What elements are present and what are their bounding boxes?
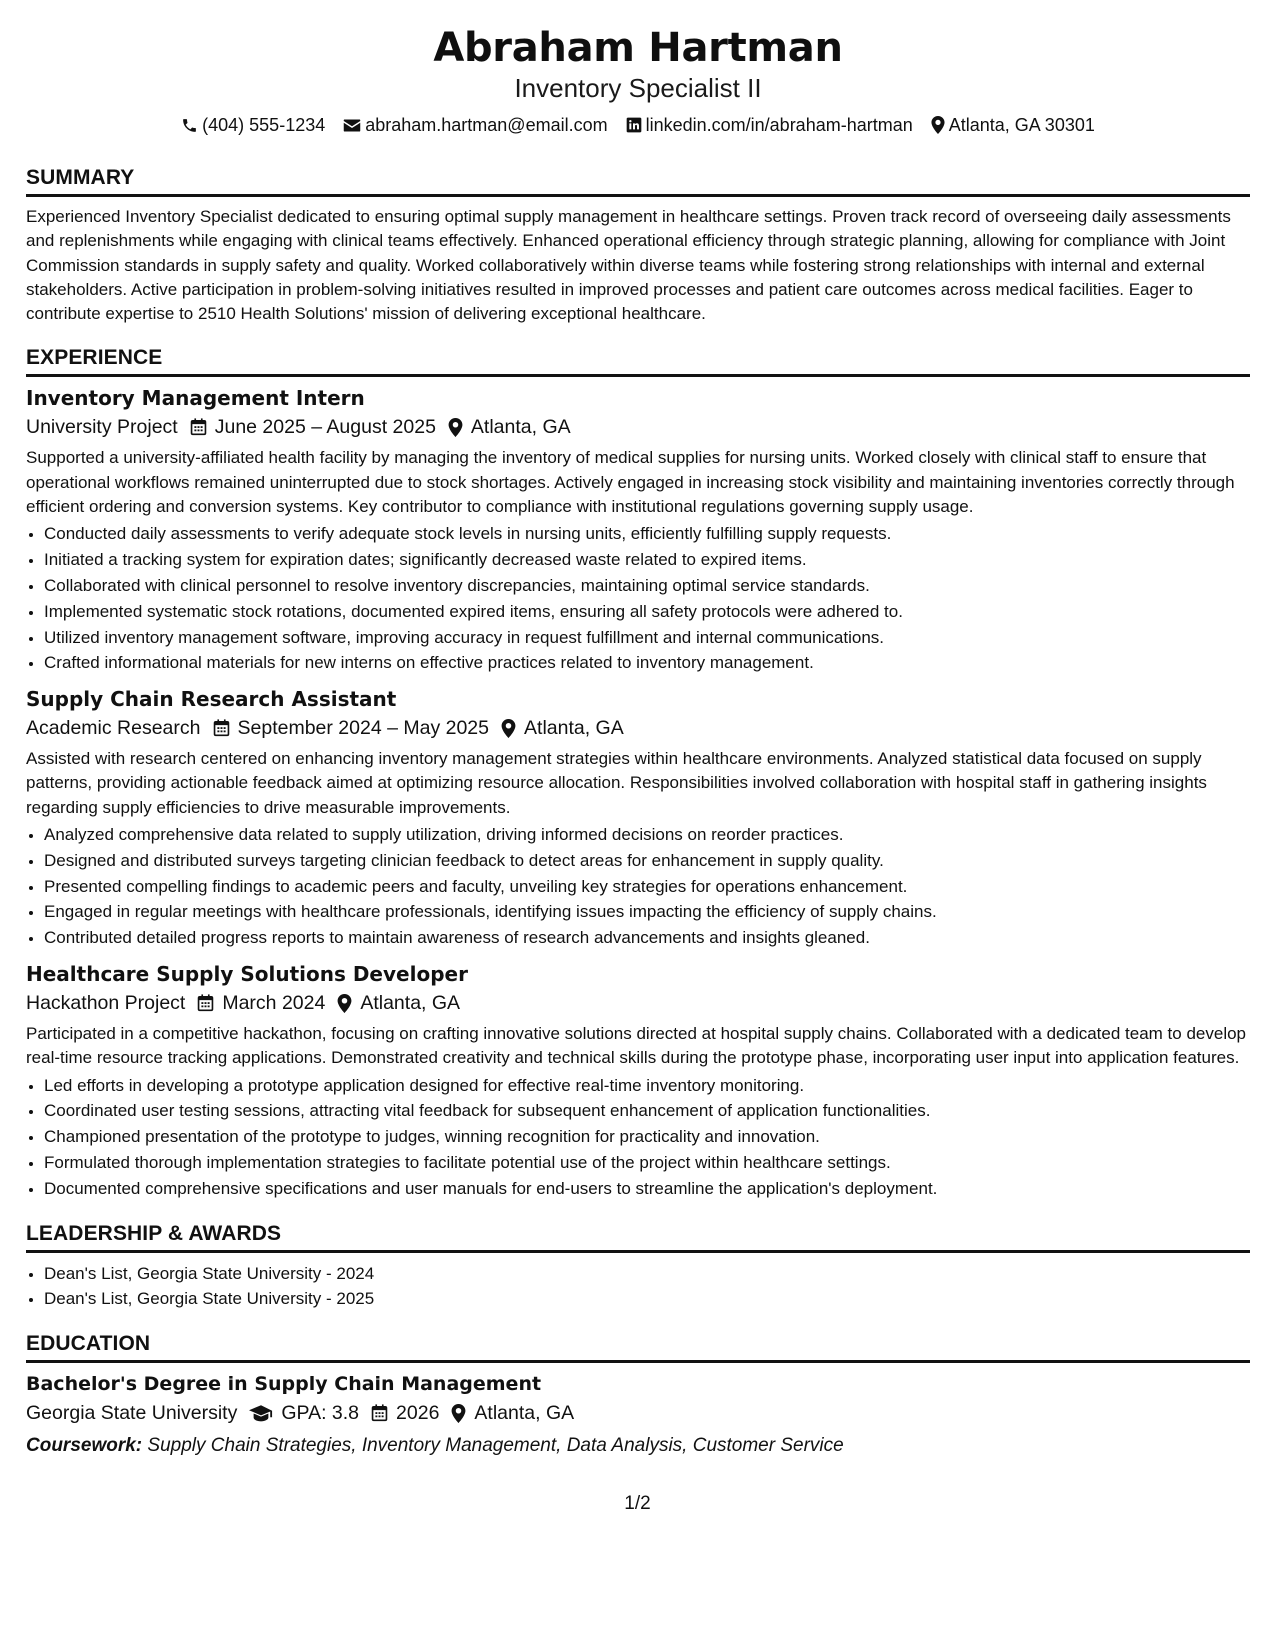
job-meta	[26, 412, 1250, 442]
map-pin-icon	[448, 418, 463, 437]
graduation-year: 2026	[396, 1402, 440, 1425]
job-bullets	[26, 1073, 1250, 1202]
bullet-item: • Documented comprehensive specifications and user manuals for end-users to streamline the application's deployment.	[44, 1176, 1250, 1202]
school-location: Atlanta, GA	[474, 1402, 575, 1425]
experience-list	[26, 385, 1250, 1201]
job-meta	[26, 713, 1250, 743]
bullet-item: • Analyzed comprehensive data related to supply utilization, driving informed decisions on reorder practices.	[44, 822, 1250, 848]
summary-section	[26, 164, 1250, 326]
summary-text: Experienced Inventory Specialist dedicated to ensuring optimal supply management in healthcare settings. Proven track record of overseeing daily assessments and replenishments while engaging with clinical teams effectively. Enhanced operational efficiency through strategic planning, allowing for compliance with Joint Commission standards in supply safety and quality. Worked collaboratively within diverse teams while fostering strong relationships with internal and external stakeholders. Active participation in problem-solving initiatives resulted in improved processes and patient care outcomes across medical facilities. Eager to contribute expertise to 2510 Health Solutions' mission of delivering exceptional healthcare.	[26, 207, 1231, 324]
job-description: Participated in a competitive hackathon, focusing on crafting innovative solutions directed at hospital supply chains. Collaborated with a dedicated team to develop real-time resource tracking applications. Demonstrated creativity and technical skills during the prototype phase, incorporating user input into application features.	[26, 1024, 1247, 1068]
gpa-text: GPA: 3.8	[281, 1402, 360, 1425]
section-divider	[26, 374, 1250, 377]
candidate-name: Abraham Hartman	[433, 25, 843, 71]
contact-bar	[26, 112, 1250, 138]
leadership-section	[26, 1220, 1250, 1313]
school-name: Georgia State University	[26, 1402, 238, 1425]
calendar-icon	[371, 1404, 388, 1422]
bullet-item: • Conducted daily assessments to verify adequate stock levels in nursing units, efficiently fulfilling supply requests.	[44, 521, 1250, 547]
location-text: Atlanta, GA 30301	[948, 115, 1095, 135]
page-number: 1/2	[624, 1493, 651, 1514]
candidate-title: Inventory Specialist II	[514, 73, 762, 103]
job-description: Supported a university-affiliated health facility by managing the inventory of medical supplies for nursing units. Worked closely with clinical staff to ensure that operational workflows remained uninterrupted due to stock shortages. Actively engaged in increasing stock visibility and maintaining inventories correctly through efficient ordering and conversion systems. Key contributor to compliance with institutional regulations governing supply usage.	[26, 448, 1235, 517]
award-item: • Dean's List, Georgia State University - 2025	[44, 1286, 1250, 1312]
contact-phone	[181, 112, 325, 138]
bullet-item: • Formulated thorough implementation strategies to facilitate potential use of the project within healthcare settings.	[44, 1150, 1250, 1176]
job-title: Supply Chain Research Assistant	[26, 687, 397, 712]
section-divider	[26, 1250, 1250, 1253]
bullet-item: • Presented compelling findings to academic peers and faculty, unveiling key strategies for operations enhancement.	[44, 874, 1250, 900]
award-item: • Dean's List, Georgia State University - 2024	[44, 1261, 1250, 1287]
education-meta	[26, 1398, 1250, 1428]
experience-entry	[26, 961, 1250, 1202]
section-divider	[26, 1360, 1250, 1363]
experience-entry	[26, 686, 1250, 951]
coursework-text: Supply Chain Strategies, Inventory Management, Data Analysis, Customer Service	[147, 1435, 844, 1457]
education-section	[26, 1330, 1250, 1460]
job-dates: June 2025 – August 2025	[214, 416, 436, 439]
education-heading: EDUCATION	[26, 1332, 151, 1356]
map-pin-icon	[337, 994, 352, 1013]
summary-heading: SUMMARY	[26, 166, 135, 189]
bullet-item: • Implemented systematic stock rotations, documented expired items, ensuring all safety protocols were adhered to.	[44, 599, 1250, 625]
job-location: Atlanta, GA	[524, 717, 624, 740]
degree-title: Bachelor's Degree in Supply Chain Management	[26, 1373, 542, 1396]
job-title: Inventory Management Intern	[26, 386, 365, 411]
job-org: Academic Research	[26, 717, 201, 740]
coursework-label: Coursework:	[26, 1435, 143, 1457]
bullet-item: • Initiated a tracking system for expiration dates; significantly decreased waste related to expired items.	[44, 547, 1250, 573]
bullet-item: • Utilized inventory management software, improving accuracy in request fulfillment and internal communications.	[44, 625, 1250, 651]
bullet-item: • Coordinated user testing sessions, attracting vital feedback for subsequent enhancement of application functionalities.	[44, 1098, 1250, 1124]
graduation-cap-icon	[249, 1405, 273, 1422]
job-dates: March 2024	[222, 992, 326, 1015]
contact-location	[931, 112, 1095, 138]
linkedin-text[interactable]: linkedin.com/in/abraham-hartman	[645, 115, 913, 135]
bullet-item: • Championed presentation of the prototype to judges, winning recognition for practicality and innovation.	[44, 1124, 1250, 1150]
job-location: Atlanta, GA	[470, 416, 571, 439]
map-pin-icon	[451, 1404, 466, 1423]
phone-text: (404) 555-1234	[202, 115, 326, 135]
job-bullets	[26, 521, 1250, 676]
bullet-item: • Engaged in regular meetings with healthcare professionals, identifying issues impacting the efficiency of supply chains.	[44, 899, 1250, 925]
job-location: Atlanta, GA	[360, 992, 461, 1015]
job-description: Assisted with research centered on enhancing inventory management strategies within healthcare environments. Analyzed statistical data focused on supply patterns, providing actionable feedback aimed at optimizing resource allocation. Responsibilities involved collaboration with hospital staff in gathering insights regarding supply efficiencies to drive measurable improvements.	[26, 749, 1207, 817]
bullet-item: • Led efforts in developing a prototype application designed for effective real-time inventory monitoring.	[44, 1073, 1250, 1099]
awards-list	[26, 1261, 1250, 1313]
calendar-icon	[190, 418, 207, 436]
bullet-item: • Collaborated with clinical personnel to resolve inventory discrepancies, maintaining optimal service standards.	[44, 573, 1250, 599]
bullet-item: • Crafted informational materials for new interns on effective practices related to inventory management.	[44, 650, 1250, 676]
map-pin-icon	[501, 719, 516, 738]
map-pin-icon	[931, 116, 945, 134]
calendar-icon	[213, 719, 230, 737]
bullet-item: • Designed and distributed surveys targeting clinician feedback to detect areas for enhancement in supply quality.	[44, 848, 1250, 874]
experience-entry	[26, 385, 1250, 676]
job-org: Hackathon Project	[26, 992, 186, 1015]
bullet-item: • Contributed detailed progress reports to maintain awareness of research advancements and insights gleaned.	[44, 925, 1250, 951]
email-text[interactable]: abraham.hartman@email.com	[365, 115, 608, 135]
job-meta	[26, 988, 1250, 1018]
phone-icon	[181, 117, 198, 134]
job-org: University Project	[26, 416, 178, 439]
job-bullets	[26, 822, 1250, 951]
contact-linkedin[interactable]	[626, 112, 913, 138]
contact-email[interactable]	[343, 112, 607, 138]
leadership-heading: LEADERSHIP & AWARDS	[26, 1221, 282, 1245]
section-divider	[26, 194, 1250, 197]
job-dates: September 2024 – May 2025	[237, 717, 490, 740]
linkedin-icon	[626, 117, 642, 133]
envelope-icon	[343, 118, 361, 133]
job-title: Healthcare Supply Solutions Developer	[26, 962, 468, 987]
calendar-icon	[197, 994, 214, 1012]
experience-section	[26, 344, 1250, 1201]
resume-content	[26, 24, 1250, 1460]
experience-heading: EXPERIENCE	[26, 346, 163, 370]
coursework	[26, 1432, 1250, 1460]
